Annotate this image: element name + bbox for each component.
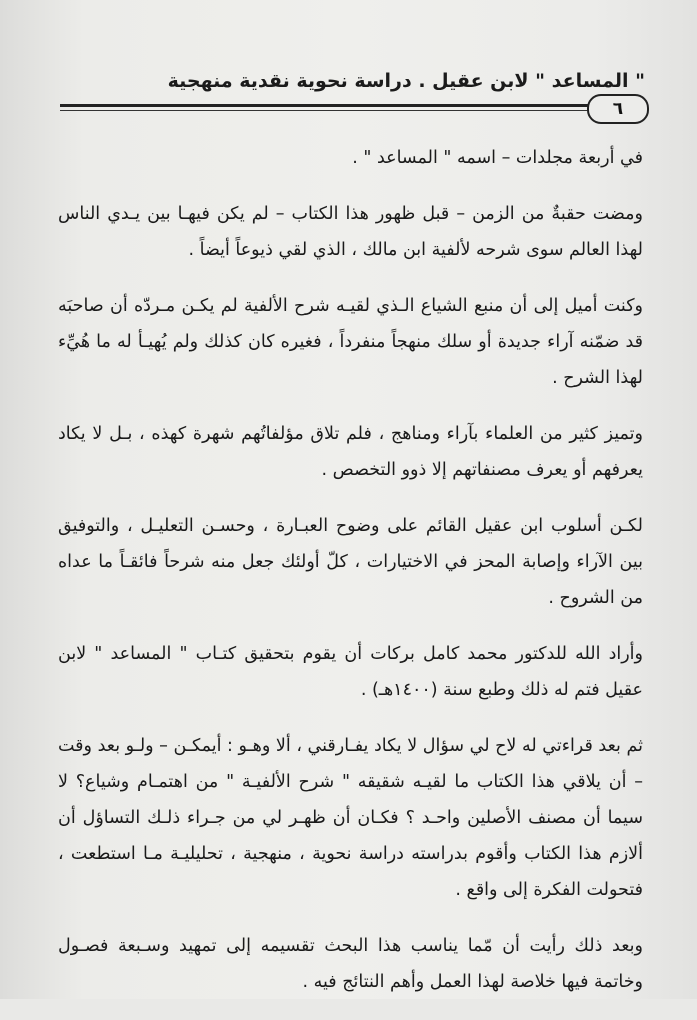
paragraph: في أربعة مجلدات – اسمه " المساعد " . [352,148,643,168]
paragraph: وأراد الله للدكتور محمد كامل بركات أن يقوم بتحقيق كتـاب " المساعد " لابن عقيل فتم له ذلك وطبع سنة (١٤٠٠هـ) . [58,644,643,700]
paragraph: وبعد ذلك رأيت أن مّما يناسب هذا البحث تقسيمه إلى تمهيد وسـبعة فصـول وخاتمة فيها خلاصة لهذا العمل وأهم النتائج فيه . [58,936,643,992]
running-title: " المساعد " لابن عقيل . دراسة نحوية نقدية منهجية [167,70,645,92]
paragraph: لكـن أسلوب ابن عقيل القائم على وضوح العبـارة ، وحسـن التعليـل ، والتوفيق بين الآراء وإصابة المحز في الاختيارات ، كلّ أولئك جعل منه شرحاً فائقـاً ما عداه من الشروح . [58,516,643,608]
paragraph: ثم بعد قراءتي له لاح لي سؤال لا يكاد يفـارقني ، ألا وهـو : أيمكـن – ولـو بعد وقت – أن يلاقي هذا الكتاب ما لقيـه شقيقه " شرح الألفيـة " من اهتمـام وشياع؟ لا سيما أن مصنف الأصلين واحـد ؟ فكـان أن ظهـر لي من جـراء ذلـك التساؤل أن ألازم هذا الكتاب وأقوم بدراسته دراسة نحوية ، منهجية ، تحليليـة مـا استطعت ، فتحولت الفكرة إلى واقع . [58,736,643,900]
page-header [60,66,645,128]
body-text [58,140,643,1020]
paragraph: وكنت أميل إلى أن منبع الشياع الـذي لقيـه شرح الألفية لم يكـن مـردّه أن صاحبَه قد ضمّنه آراء جديدة أو سلك منهجاً منفرداً ، فغيره كان كذلك ولم يُهيـأ له ما هُيِّء لهذا الشرح . [58,296,643,388]
header-rule-thin [60,110,645,111]
header-rule-thick [60,104,645,107]
paragraph: ومضت حقبةٌ من الزمن – قبل ظهور هذا الكتاب – لم يكن فيهـا بين يـدي الناس لهذا العالم سوى شرحه لألفية ابن مالك ، الذي لقي ذيوعاً أيضاً . [58,204,643,260]
page-number: ٦ [587,94,649,124]
paragraph: وتميز كثير من العلماء بآراء ومناهج ، فلم تلاق مؤلفاتُهم شهرة كهذه ، بـل لا يكاد يعرفهم أو يعرف مصنفاتهم إلا ذوو التخصص . [58,424,643,480]
